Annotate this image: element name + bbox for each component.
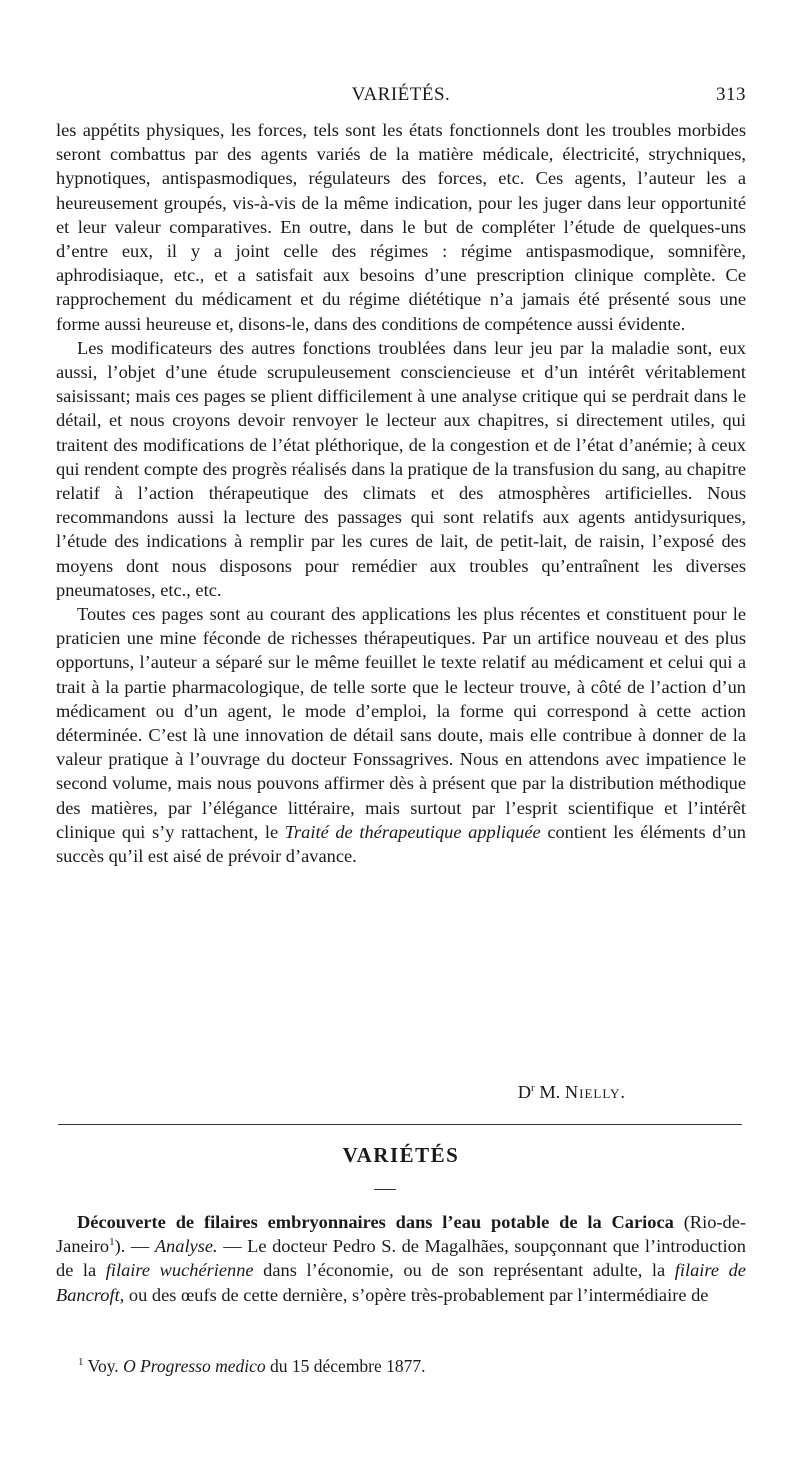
footnote-text-2: du 15 décembre 1877.: [270, 1356, 426, 1376]
footnote-reference: 1: [109, 1236, 115, 1249]
footnote: [78, 1355, 738, 1377]
signature-initial: M.: [539, 1082, 561, 1102]
running-head: [56, 84, 746, 110]
footnote-mark: 1: [78, 1356, 84, 1369]
footnote-journal: O Progresso medico: [123, 1356, 266, 1376]
page-number: 313: [716, 84, 746, 105]
article-dash-1: —: [125, 1236, 155, 1257]
main-body-text: [56, 118, 746, 868]
article-text-2: dans l’économie, ou de son représentant adulte, la: [263, 1260, 666, 1281]
article: [56, 1210, 746, 1307]
article-heading: Découverte de filaires embryonnaires dans l’eau potable de la Carioca: [77, 1212, 674, 1232]
signature-prefix-sup: r: [531, 1081, 535, 1094]
analyse-label: Analyse.: [154, 1236, 218, 1257]
signature-name: Nielly.: [564, 1082, 626, 1102]
article-text-3: , ou des œufs de cette dernière, s’opère très-probablement par l’intermédiaire de: [119, 1284, 709, 1305]
article-dash-2: —: [217, 1236, 248, 1257]
article-location: (Rio-de-Janeiro: [56, 1212, 746, 1257]
paragraph-1: les appétits physiques, les forces, tels sont les états fonctionnels dont les troubles morbides seront combattus par des agents variés de la matière médicale, électricité, strychniques, hypnotiques, antispasmodiques, régulateurs des forces, etc. Ces agents, l’auteur les a heureusement groupés, vis-à-vis de la même indication, pour les juger dans leur opportunité et leur valeur comparatives. En outre, dans le but de compléter l’étude de quelques-uns d’entre eux, il y a joint celle des régimes : régime antispasmodique, somnifère, aphrodisiaque, etc., et a satisfait aux besoins d’une prescription clinique complète. Ce rapprochement du médicament et du régime diététique n’a jamais été présenté sous une forme aussi heureuse et, disons-le, dans des conditions de compétence aussi évidente.: [56, 120, 746, 334]
article-location-close: ).: [114, 1236, 126, 1257]
signature-prefix: D: [517, 1082, 532, 1102]
paragraph-3-text-b: contient les éléments d’un succès qu’il est aisé de prévoir d’avance.: [56, 821, 746, 867]
section-divider: [58, 1124, 742, 1125]
article-paragraph: [56, 1210, 746, 1307]
article-italic-1: filaire wuchérienne: [105, 1260, 254, 1281]
footnote-text-1: Voy.: [87, 1356, 119, 1376]
short-divider: [374, 1189, 396, 1190]
section-title: VARIÉTÉS: [342, 1143, 460, 1167]
article-italic-2: filaire de Bancroft: [56, 1260, 746, 1305]
paragraph-3-text-a: Toutes ces pages sont au courant des applications les plus récentes et constituent pour le praticien une mine féconde de richesses thérapeutiques. Par un artifice nouveau et des plus opportuns, l’auteur a séparé sur le même feuillet le texte relatif au médicament et celui qui a trait à la partie pharmacologique, de telle sorte que le lecteur trouve, à côté de l’action d’un médicament ou d’un agent, le mode d’emploi, la forme qui correspond à cette action déterminée. C’est là une innovation de détail sans doute, mais elle contribue à donner de la valeur pratique à l’ouvrage du docteur Fonssagrives. Nous en attendons avec impatience le second volume, mais nous pouvons affirmer dès à présent que par la distribution méthodique des matières, par l’élégance littéraire, mais surtout par l’esprit scientifique et l’intérêt clinique qui s’y rattachent, le: [56, 604, 746, 842]
article-text-1: Le docteur Pedro S. de Magalhães, soupçonnant que l’introduction de la: [56, 1236, 747, 1281]
author-signature: [56, 1080, 746, 1104]
book-title: Traité de thérapeutique appliquée: [284, 821, 541, 842]
running-head-title: VARIÉTÉS.: [351, 84, 451, 105]
paragraph-2: Les modificateurs des autres fonctions troublées dans leur jeu par la maladie sont, eux aussi, l’objet d’une étude scrupuleusement consciencieuse et d’un intérêt véritablement saisissant; mais ces pages se plient difficilement à une analyse critique qui se perdrait dans le détail, et nous croyons devoir renvoyer le lecteur aux chapitres, si directement utiles, qui traitent des modifications de l’état pléthorique, de la congestion et de l’état d’anémie; à ceux qui rendent compte des progrès réalisés dans la pratique de la transfusion du sang, au chapitre relatif à l’action thérapeutique des climats et des atmosphères artificielles. Nous recommandons aussi la lecture des passages qui sont relatifs aux agents antidysuriques, l’étude des indications à remplir par les cures de lait, de petit-lait, de raisin, l’exposé des moyens dont nous disposons pour remédier aux troubles qu’entraînent les diverses pneumatoses, etc., etc.: [56, 337, 746, 600]
paragraph-3: [56, 602, 746, 868]
